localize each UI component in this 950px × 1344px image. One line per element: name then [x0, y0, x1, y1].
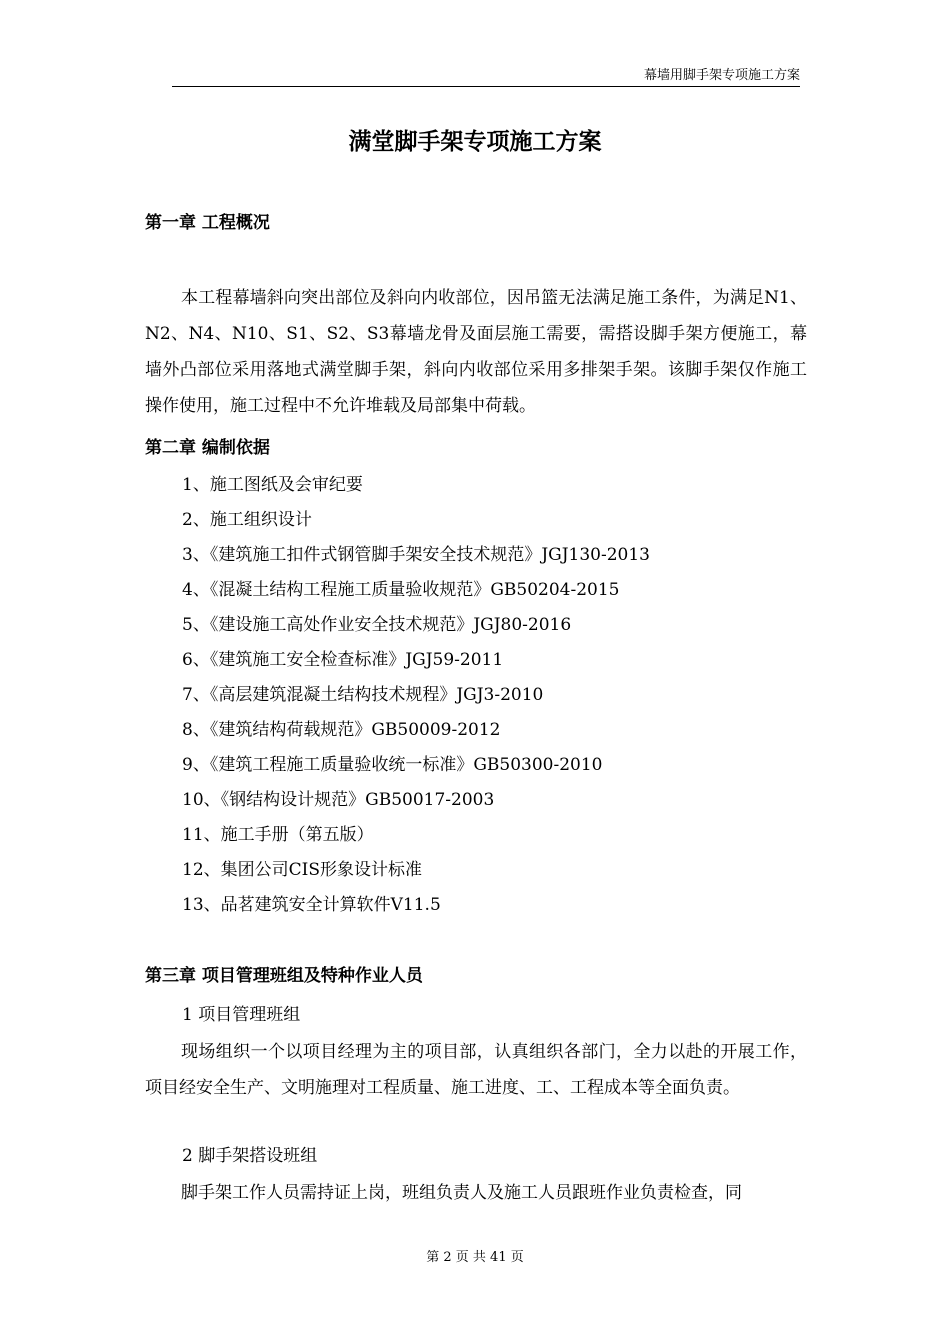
reference-item: 8、《建筑结构荷载规范》GB50009-2012	[182, 720, 501, 740]
section-1-paragraph: 现场组织一个以项目经理为主的项目部，认真组织各部门，全力以赴的开展工作，项目经安全生产、文明施理对工程质量、施工进度、工、工程成本等全面负责。	[145, 1042, 807, 1098]
chapter-1-heading: 第一章 工程概况	[145, 213, 270, 233]
chapter-1-paragraph: 本工程幕墙斜向突出部位及斜向内收部位，因吊篮无法满足施工条件，为满足N1、N2、N4、N10、S1、S2、S3幕墙龙骨及面层施工需要，需搭设脚手架方便施工，幕墙外凸部位采用落地式满堂脚手架，斜向内收部位采用多排架手架。该脚手架仅作施工操作使用，施工过程中不允许堆载及局部集中荷载。	[145, 288, 807, 416]
page-header	[172, 66, 800, 87]
reference-item: 3、《建筑施工扣件式钢管脚手架安全技术规范》JGJ130-2013	[182, 545, 650, 565]
reference-item: 7、《高层建筑混凝土结构技术规程》JGJ3-2010	[182, 685, 544, 705]
document-title: 满堂脚手架专项施工方案	[348, 129, 602, 155]
section-2-paragraph: 脚手架工作人员需持证上岗，班组负责人及施工人员跟班作业负责检查，同	[181, 1183, 742, 1203]
reference-item: 1、施工图纸及会审纪要	[182, 475, 363, 495]
reference-item: 11、施工手册（第五版）	[182, 825, 374, 845]
page-footer	[0, 1248, 950, 1268]
reference-item: 13、品茗建筑安全计算软件V11.5	[182, 895, 441, 915]
chapter-3-heading: 第三章 项目管理班组及特种作业人员	[145, 966, 423, 986]
reference-item: 6、《建筑施工安全检查标准》JGJ59-2011	[182, 650, 504, 670]
reference-item: 10、《钢结构设计规范》GB50017-2003	[182, 790, 495, 810]
reference-item: 4、《混凝土结构工程施工质量验收规范》GB50204-2015	[182, 580, 620, 600]
reference-item: 5、《建设施工高处作业安全技术规范》JGJ80-2016	[182, 615, 572, 635]
reference-list	[182, 468, 650, 923]
reference-item: 9、《建筑工程施工质量验收统一标准》GB50300-2010	[182, 755, 603, 775]
section-2-heading: 2 脚手架搭设班组	[182, 1146, 318, 1166]
reference-item: 12、集团公司CIS形象设计标准	[182, 860, 422, 880]
running-title: 幕墙用脚手架专项施工方案	[643, 68, 800, 83]
reference-item: 2、施工组织设计	[182, 510, 312, 530]
chapter-2-heading: 第二章 编制依据	[145, 438, 270, 458]
page-number: 第 2 页 共 41 页	[426, 1250, 524, 1265]
section-1-heading: 1 项目管理班组	[182, 1005, 301, 1025]
